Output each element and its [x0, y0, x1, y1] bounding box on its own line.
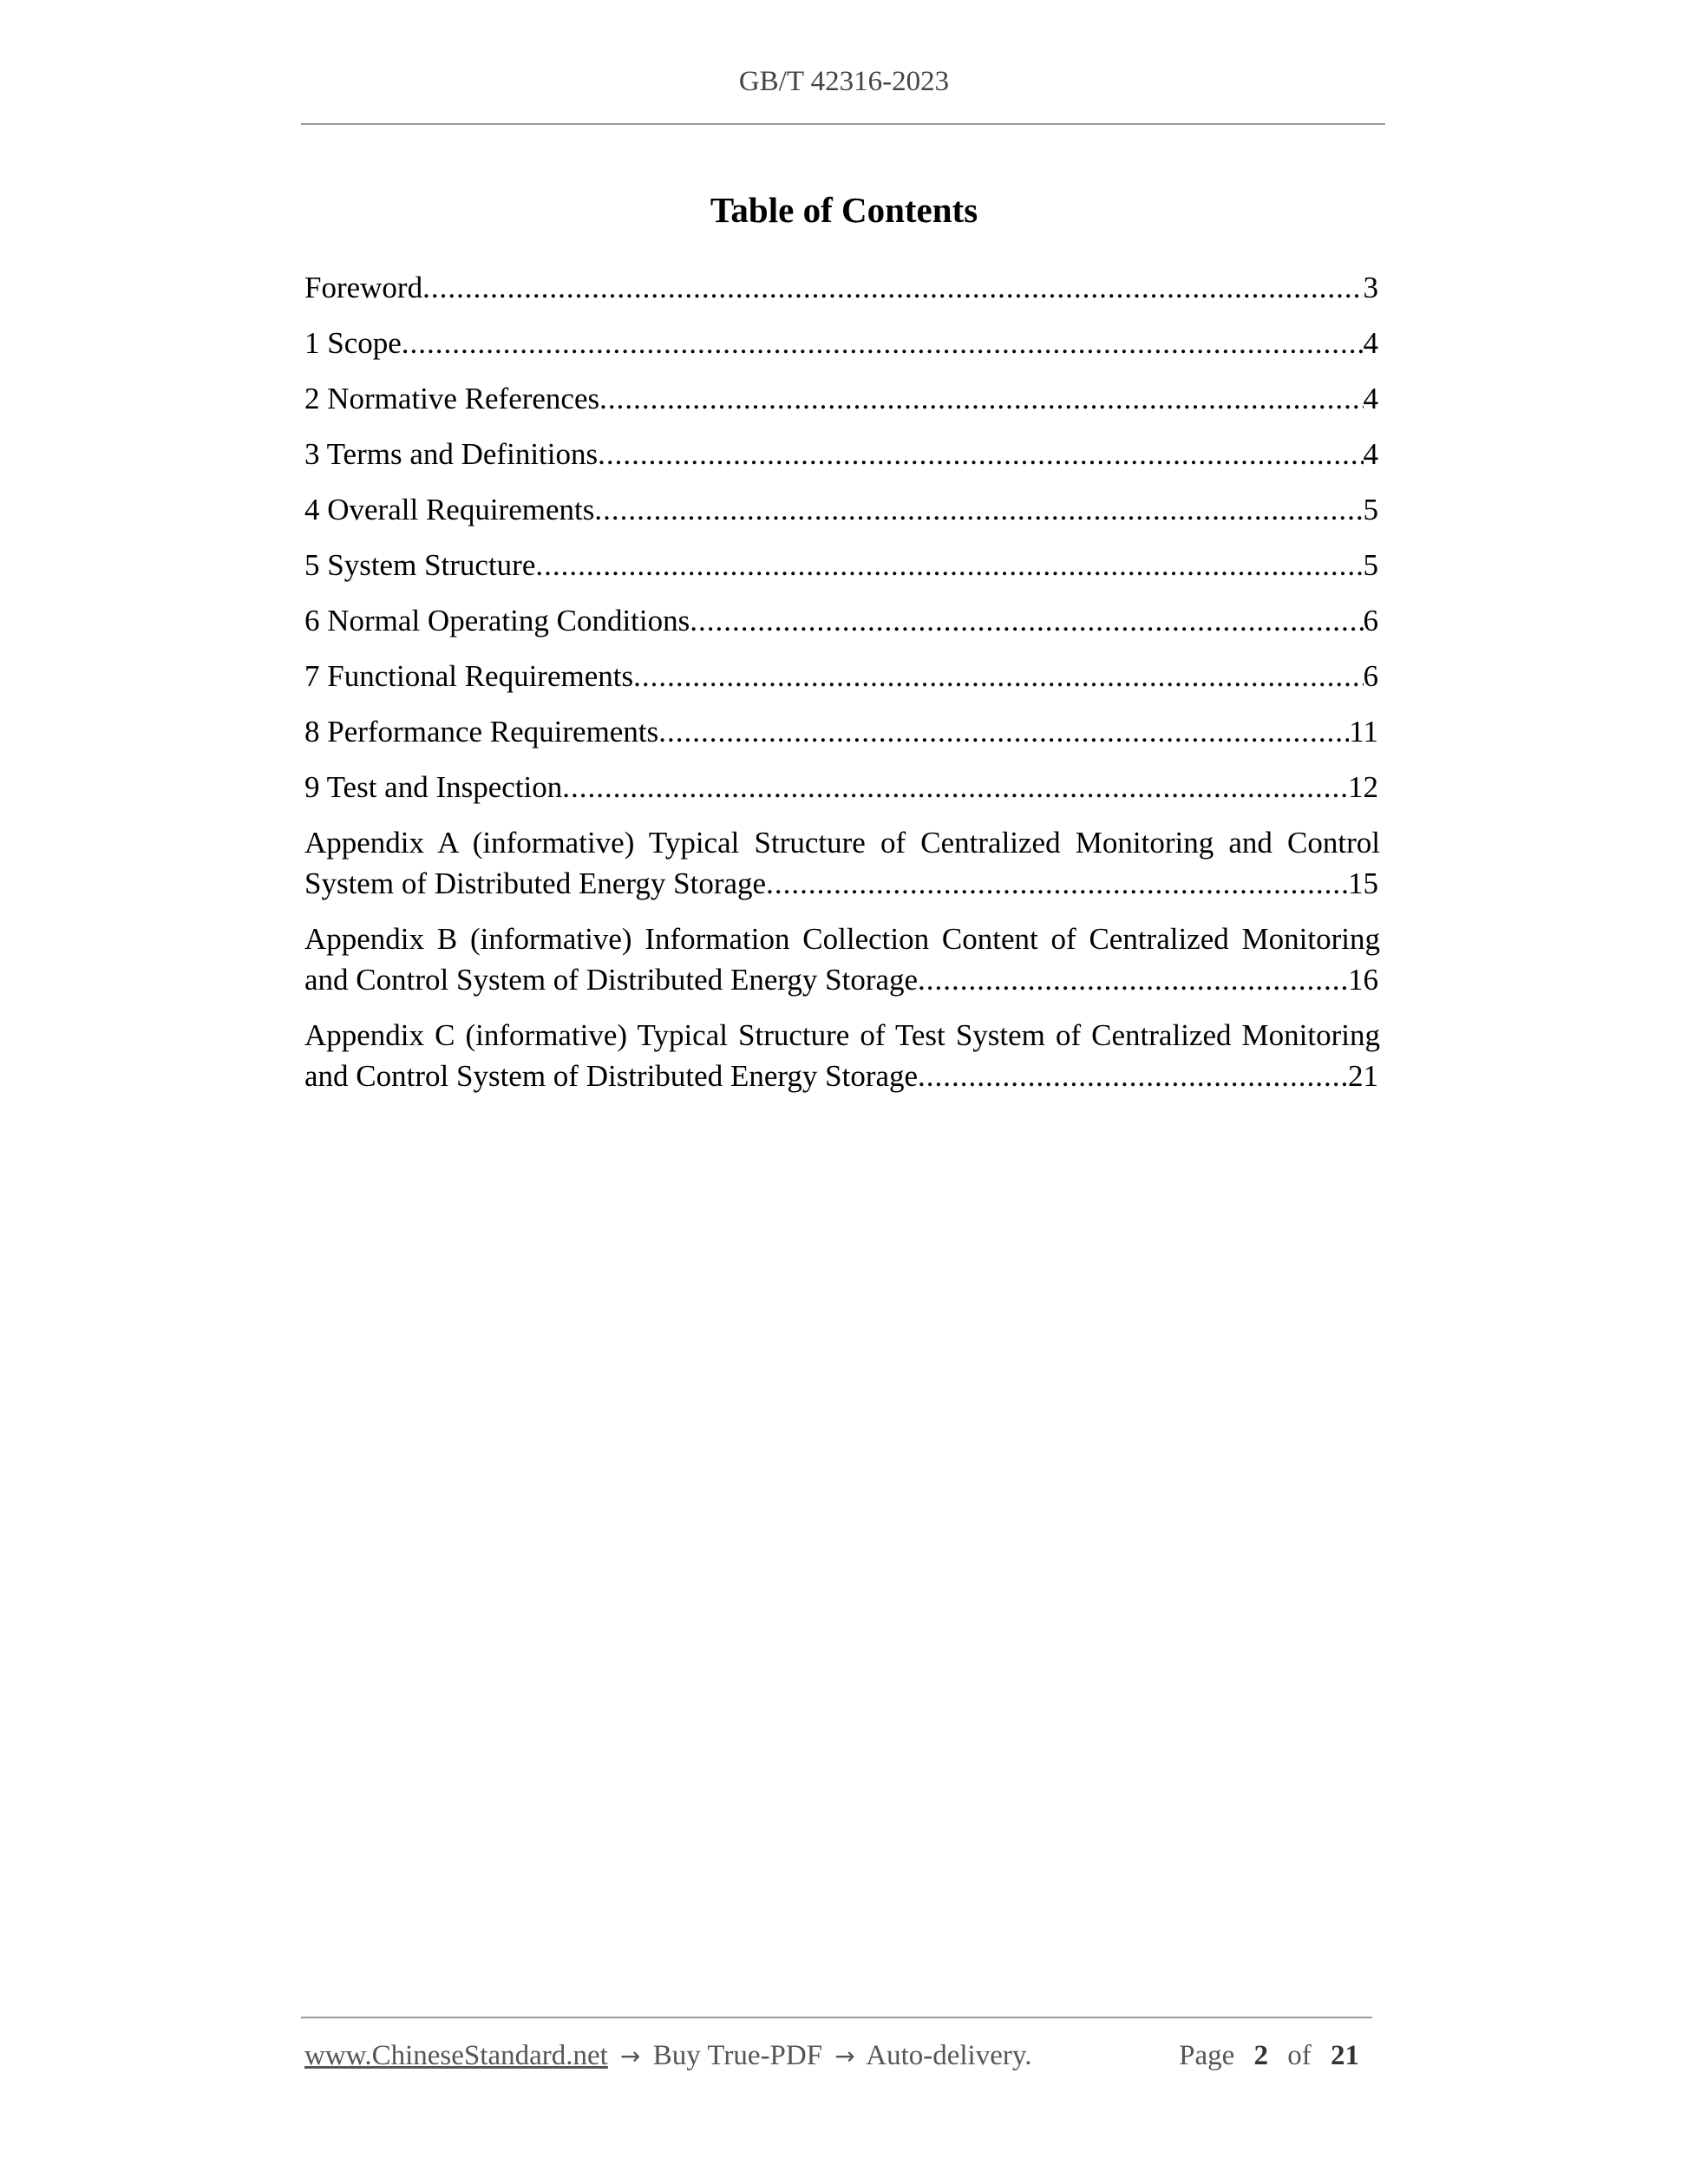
toc-entry-normal-operating-conditions[interactable] [304, 600, 1380, 641]
toc-entry-label: 2 Normative References [304, 382, 600, 415]
toc-leader-dots [535, 545, 1363, 585]
toc-entry-line2 [304, 1056, 1380, 1096]
toc-entry-label-line1: Appendix B (informative) Information Collection Content of Centralized Monitoring [304, 922, 1380, 956]
toc-entry-page: 5 [1363, 548, 1378, 582]
toc-entry-label-line1: Appendix C (informative) Typical Structure of Test System of Centralized Monitoring [304, 1018, 1380, 1052]
toc-entry-label-line1: Appendix A (informative) Typical Structure of Centralized Monitoring and Control [304, 826, 1380, 860]
toc-leader-dots [658, 711, 1349, 752]
toc-leader-dots [918, 959, 1348, 1000]
toc-leader-dots [633, 656, 1363, 696]
toc-title: Table of Contents [710, 190, 978, 230]
toc-entry-functional-requirements[interactable] [304, 656, 1380, 696]
toc-entry-page: 6 [1363, 604, 1378, 638]
toc-entry-label-line2: and Control System of Distributed Energy Storage [304, 1059, 919, 1093]
toc-entry-performance-requirements[interactable] [304, 711, 1380, 752]
toc-entry-page: 6 [1363, 659, 1378, 693]
toc-entry-page: 4 [1363, 382, 1378, 415]
toc-leader-dots [690, 600, 1363, 641]
toc-leader-dots [562, 767, 1348, 808]
toc-entry-page: 11 [1349, 715, 1378, 749]
website-link[interactable]: www.ChineseStandard.net [304, 2040, 608, 2071]
page-total: 21 [1331, 2040, 1359, 2071]
toc-leader-dots [594, 489, 1363, 530]
toc-entry-label: 4 Overall Requirements [304, 493, 595, 526]
header-divider [301, 123, 1385, 125]
page-footer [304, 2040, 1371, 2072]
toc-entry-foreword[interactable] [304, 267, 1380, 308]
toc-entry-page: 12 [1348, 770, 1378, 804]
arrow-right-icon: → [620, 2042, 641, 2070]
toc-entry-appendix-c[interactable] [304, 1015, 1380, 1096]
toc-entry-line2 [304, 959, 1380, 1000]
toc-leader-dots [598, 434, 1363, 474]
toc-entry-overall-requirements[interactable] [304, 489, 1380, 530]
toc-leader-dots [599, 378, 1363, 419]
toc-entry-normative-references[interactable] [304, 378, 1380, 419]
toc-leader-dots [766, 863, 1348, 904]
toc-entry-label: 6 Normal Operating Conditions [304, 604, 690, 638]
toc-entry-label: 8 Performance Requirements [304, 715, 659, 749]
toc-entry-label: Foreword [304, 271, 423, 304]
toc-entry-page: 5 [1363, 493, 1378, 526]
toc-entry-label: 3 Terms and Definitions [304, 437, 599, 471]
footer-divider [301, 2017, 1372, 2018]
toc-entry-page: 16 [1348, 963, 1378, 997]
toc-entry-label: 9 Test and Inspection [304, 770, 563, 804]
toc-entry-page: 15 [1348, 866, 1378, 900]
toc-entry-label: 7 Functional Requirements [304, 659, 634, 693]
toc-leader-dots [422, 267, 1363, 308]
toc-entry-appendix-a[interactable] [304, 822, 1380, 904]
arrow-right-icon: → [834, 2042, 855, 2070]
toc-leader-dots [918, 1056, 1348, 1096]
toc-entry-label-line2: and Control System of Distributed Energy Storage [304, 963, 919, 997]
toc-entry-line2 [304, 863, 1380, 904]
toc-list [304, 267, 1380, 1111]
toc-entry-test-and-inspection[interactable] [304, 767, 1380, 808]
page-current: 2 [1253, 2040, 1268, 2071]
toc-entry-page: 4 [1363, 437, 1378, 471]
toc-leader-dots [402, 323, 1364, 363]
toc-entry-label: 1 Scope [304, 326, 402, 360]
footer-promo [304, 2040, 1031, 2072]
toc-entry-page: 3 [1363, 271, 1378, 304]
toc-entry-label: 5 System Structure [304, 548, 536, 582]
page-header-doc-code: GB/T 42316-2023 [738, 66, 950, 97]
page-indicator [1179, 2040, 1371, 2072]
toc-entry-scope[interactable] [304, 323, 1380, 363]
toc-entry-label-line2: System of Distributed Energy Storage [304, 866, 767, 900]
toc-entry-page: 21 [1348, 1059, 1378, 1093]
page-word: Page [1179, 2040, 1235, 2071]
toc-entry-appendix-b[interactable] [304, 919, 1380, 1000]
toc-entry-terms-and-definitions[interactable] [304, 434, 1380, 474]
toc-entry-system-structure[interactable] [304, 545, 1380, 585]
buy-true-pdf-text: Buy True-PDF [652, 2040, 823, 2071]
of-word: of [1287, 2040, 1312, 2071]
toc-entry-page: 4 [1363, 326, 1378, 360]
auto-delivery-text: Auto-delivery. [866, 2040, 1032, 2071]
